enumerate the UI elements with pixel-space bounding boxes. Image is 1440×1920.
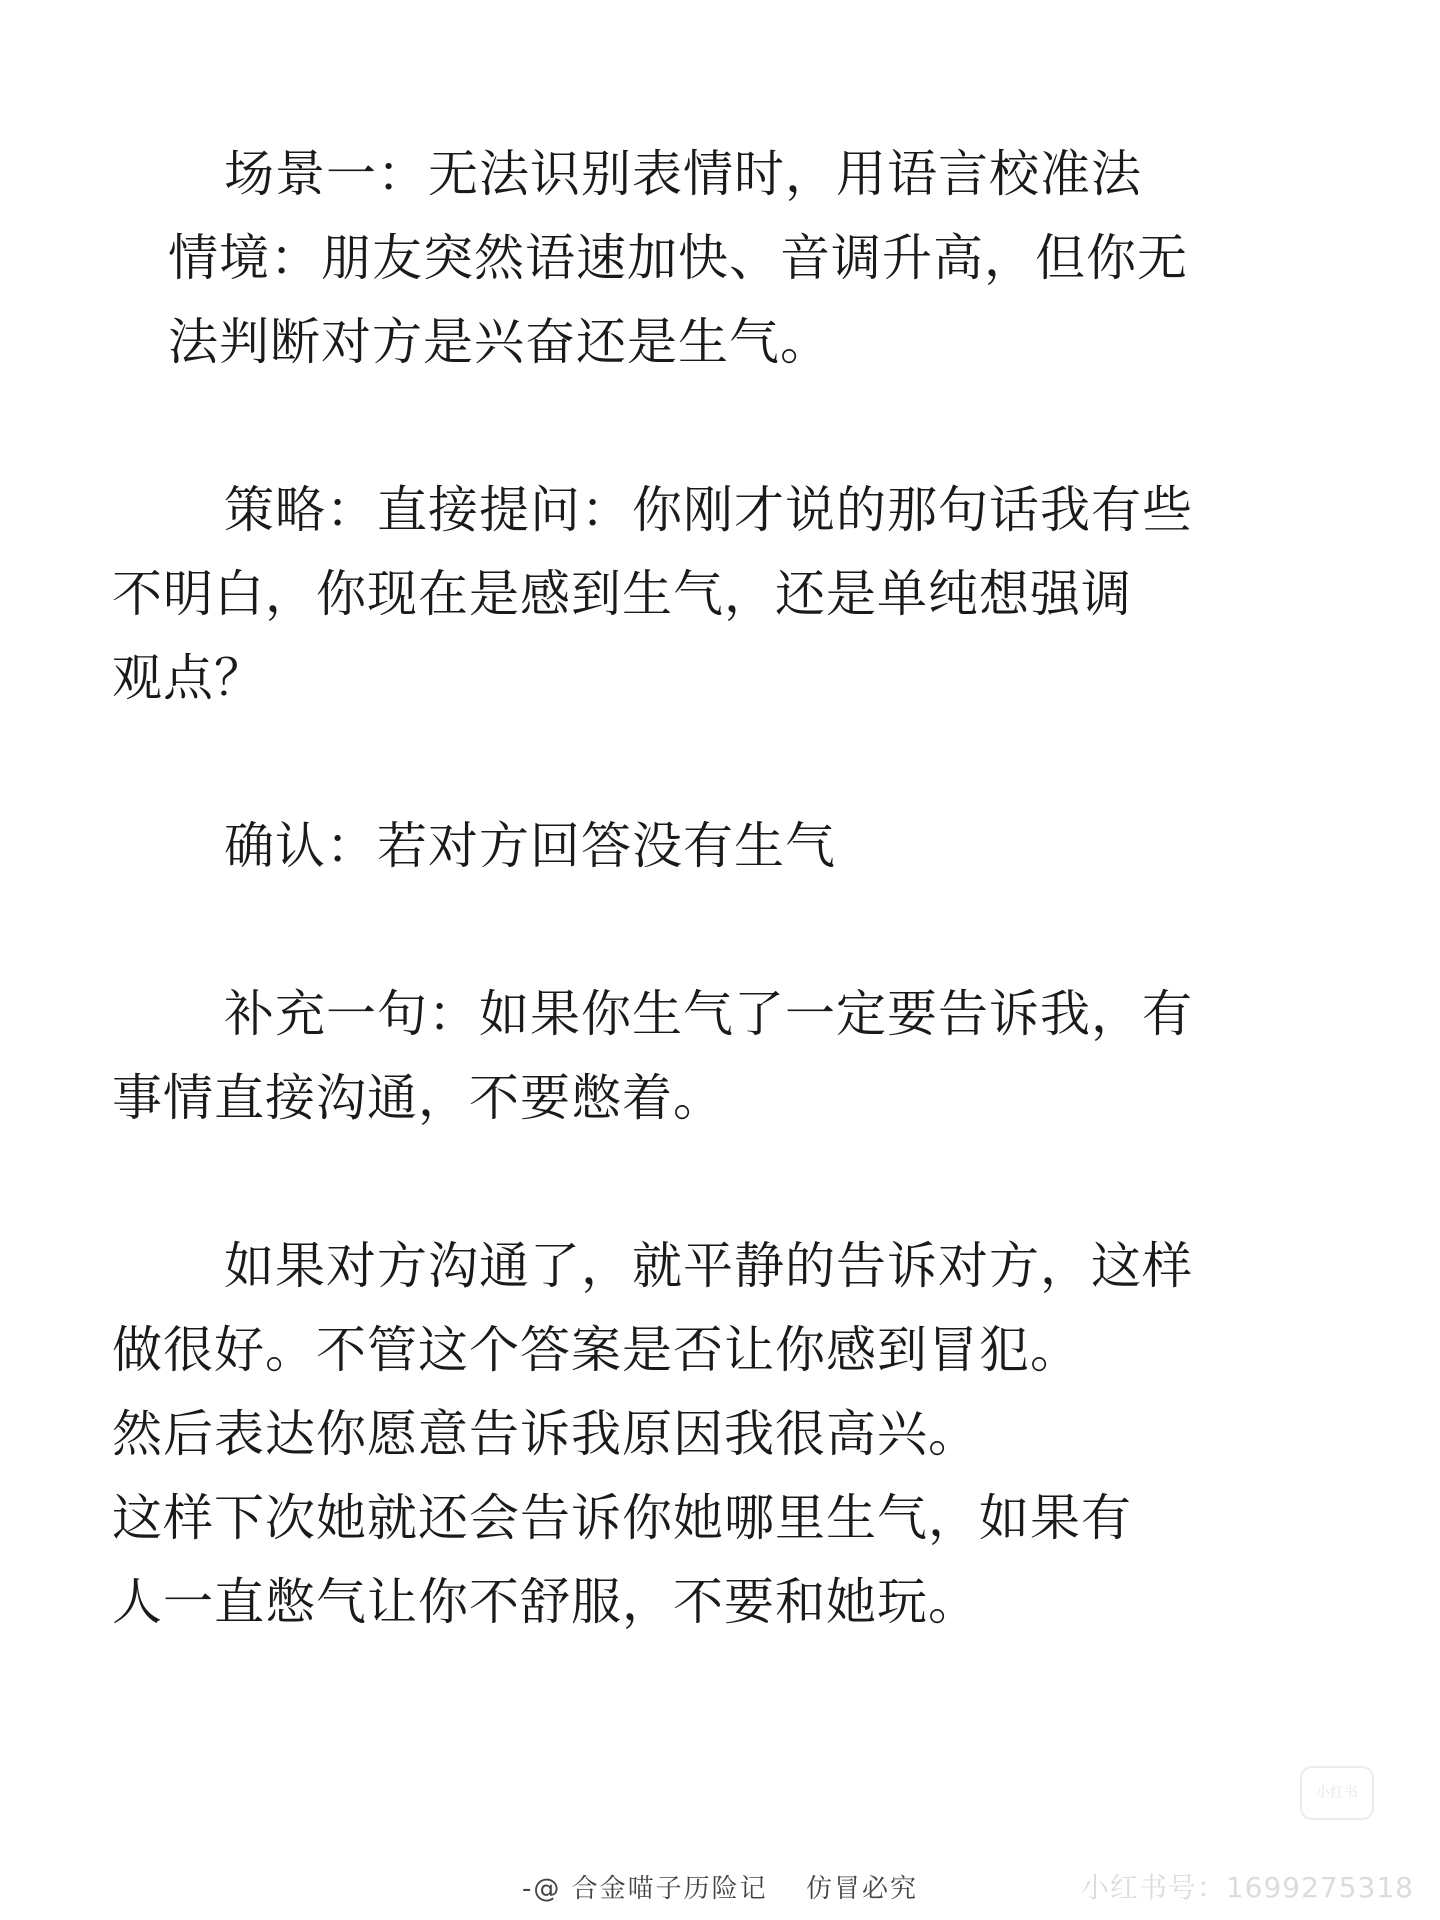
text-line: 这样下次她就还会告诉你她哪里生气，如果有 [112,1489,1132,1547]
article-body [112,132,1308,1728]
paragraph-strategy [112,468,1308,720]
text-line: 确认：若对方回答没有生气 [224,817,836,875]
text-line: 场景一：无法识别表情时，用语言校准法 [224,145,1142,203]
author-handle: -@ 合金喵子历险记 [522,1874,768,1904]
paragraph-scene-title [168,132,1308,216]
text-line: 如果对方沟通了，就平静的告诉对方，这样 [224,1237,1193,1295]
paragraph-situation [168,216,1308,384]
text-line: 人一直憋气让你不舒服，不要和她玩。 [112,1573,979,1631]
paragraph-follow-up [112,1224,1308,1644]
text-line: 不明白，你现在是感到生气，还是单纯想强调 [112,565,1132,623]
text-line: 补充一句：如果你生气了一定要告诉我，有 [224,985,1193,1043]
text-line: 然后表达你愿意告诉我原因我很高兴。 [112,1405,979,1463]
text-line: 情境：朋友突然语速加快、音调升高，但你无 [168,229,1188,287]
paragraph-confirm [168,804,1308,888]
text-line: 观点？ [112,649,265,707]
copyright-notice: 仿冒必究 [805,1874,918,1904]
text-line: 法判断对方是兴奋还是生气。 [168,313,831,371]
text-line: 做很好。不管这个答案是否让你感到冒犯。 [112,1321,1081,1379]
text-line: 事情直接沟通，不要憋着。 [112,1069,724,1127]
text-line: 策略：直接提问：你刚才说的那句话我有些 [224,481,1193,539]
xiaohongshu-logo-icon: 小红书 [1300,1766,1374,1820]
paragraph-supplement [112,972,1308,1140]
platform-id-watermark: 小红书号：1699275318 [1080,1871,1414,1904]
